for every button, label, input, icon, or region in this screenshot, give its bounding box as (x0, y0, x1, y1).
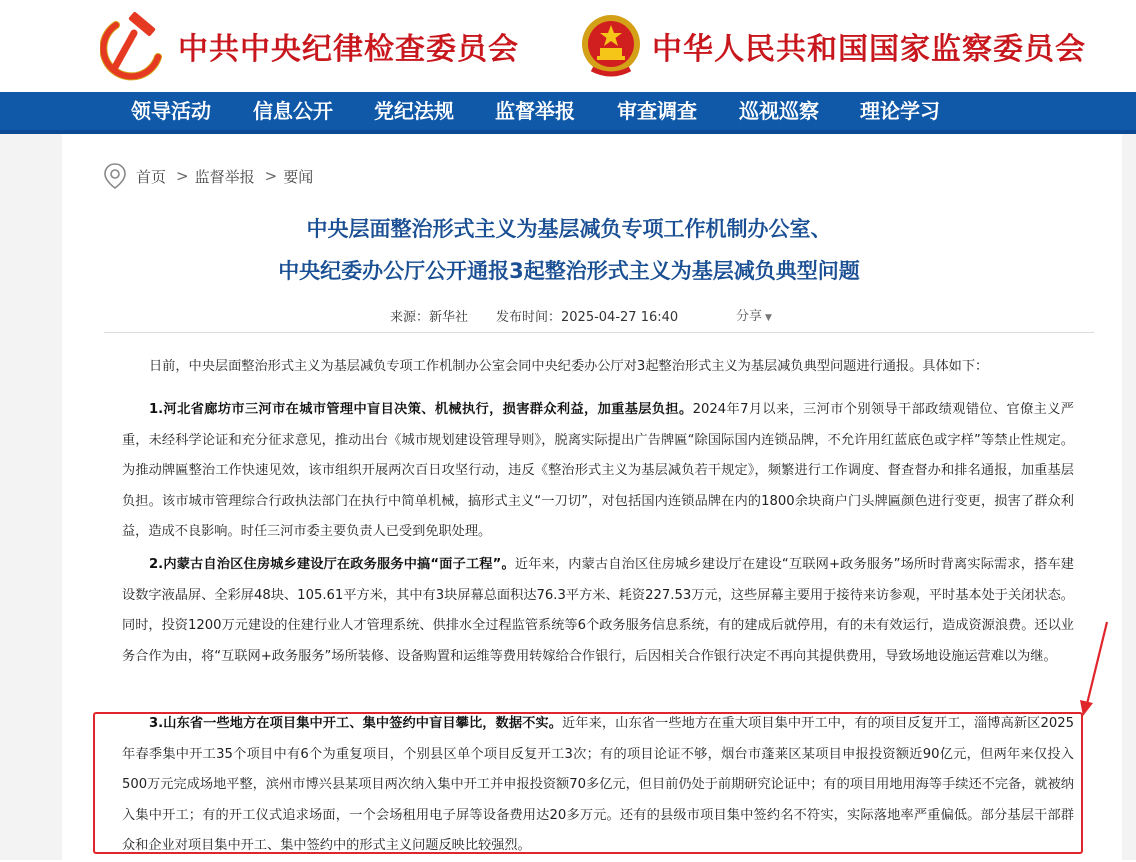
source-value: 新华社 (429, 310, 469, 325)
nav-item-investigation[interactable]: 审查调查 (617, 99, 697, 123)
article-title-line-1: 中央层面整治形式主义为基层减负专项工作机制办公室、 (306, 217, 832, 241)
nav-item-information[interactable]: 信息公开 (253, 99, 333, 123)
divider (104, 332, 1094, 333)
time-value: 2025-04-27 16:40 (561, 310, 679, 325)
article-publish-time (496, 306, 678, 325)
national-emblem-icon (578, 11, 644, 81)
hammer-sickle-icon (100, 11, 170, 81)
breadcrumb (102, 160, 313, 192)
source-label: 来源： (390, 310, 430, 325)
time-label: 发布时间： (496, 310, 562, 325)
share-button[interactable] (736, 305, 772, 324)
nav-item-inspection[interactable]: 巡视巡察 (739, 99, 819, 123)
breadcrumb-news[interactable]: 要闻 (283, 167, 314, 186)
location-pin-icon (102, 162, 128, 190)
article-source (390, 306, 468, 325)
cpc-ccdi-logo[interactable] (100, 0, 519, 92)
item-heading: 3.山东省一些地方在项目集中开工、集中签约中盲目攀比，数据不实。 (149, 716, 562, 731)
nav-item-leadership[interactable]: 领导活动 (131, 99, 211, 123)
article-item-2 (122, 550, 1074, 672)
item-heading: 1.河北省廊坊市三河市在城市管理中盲目决策、机械执行，损害群众利益，加重基层负担。 (149, 402, 693, 417)
nav-item-regulations[interactable]: 党纪法规 (374, 99, 454, 123)
nsc-logo[interactable] (578, 0, 1086, 92)
article-intro: 日前，中央层面整治形式主义为基层减负专项工作机制办公室会同中央纪委办公厅对3起整治形式主义为基层减负典型问题进行通报。具体如下： (149, 359, 989, 374)
breadcrumb-supervision[interactable]: 监督举报 (194, 167, 255, 186)
item-heading: 2.内蒙古自治区住房城乡建设厅在政务服务中搞“面子工程”。 (149, 557, 515, 572)
item-body: 近年来，山东省一些地方在重大项目集中开工中，有的项目反复开工，淄博高新区2025年春季集中开工35个项目中有6个为重复项目，个别县区单个项目反复开工3次；有的项目论证不够，烟台市蓬莱区某项目申报投资额近90亿元，但两年来仅投入500万元完成场地平整，滨州市博兴县某项目两次纳入集中开工并申报投资额70多亿元，但目前仍处于前期研究论证中；有的项目用地用海等手续还不完备，就被纳入集中开工；有的开工仪式追求场面，一个会场租用电子屏等设备费用达20多万元。还有的县级市项目集中签约名不符实，实际落地率严重偏低。部分基层干部群众和企业对项目集中开工、集中签约中的形式主义问题反映比较强烈。 (122, 716, 1075, 853)
org-name-ccdi: 中共中央纪律检查委员会 (178, 32, 519, 67)
item-body: 2024年7月以来，三河市个别领导干部政绩观错位、官僚主义严重，未经科学论证和充分征求意见，推动出台《城市规划建设管理导则》，脱离实际提出广告牌匾“除国际国内连锁品牌，不允许用红蓝底色或字样”等禁止性规定。为推动牌匾整治工作快速见效，该市组织开展两次百日攻坚行动，违反《整治形式主义为基层减负若干规定》，频繁进行工作调度、督查督办和排名通报，加重基层负担。该市城市管理综合行政执法部门在执行中简单机械，搞形式主义“一刀切”，对包括国内连锁品牌在内的1800余块商户门头牌匾颜色进行变更，损害了群众利益，造成不良影响。时任三河市委主要负责人已受到免职处理。 (122, 402, 1074, 539)
highlight-box (93, 712, 1083, 854)
nav-item-theory[interactable]: 理论学习 (860, 99, 940, 123)
article-item-1 (122, 395, 1074, 548)
nav-item-supervision[interactable]: 监督举报 (495, 99, 575, 123)
share-label: 分享 (736, 309, 763, 324)
item-body: 近年来，内蒙古自治区住房城乡建设厅在建设“互联网+政务服务”场所时背离实际需求，搭车建设数字液晶屏、全彩屏48块、105.61平方米，其中有3块屏幕总面积达76.3平方米、耗资227.53万元，这些屏幕主要用于接待来访参观，平时基本处于关闭状态。同时，投资1200万元建设的住建行业人才管理系统、供排水全过程监管系统等6个政务服务信息系统，有的建成后就停用，有的未有效运行，造成资源浪费。还以业务合作为由，将“互联网+政务服务”场所装修、设备购置和运维等费用转嫁给合作银行，后因相关合作银行决定不再向其提供费用，导致场地设施运营难以为继。 (122, 557, 1074, 664)
breadcrumb-separator: > (264, 167, 278, 185)
article-title-line-2: 中央纪委办公厅公开通报3起整治形式主义为基层减负典型问题 (278, 259, 860, 283)
chevron-down-icon: ▼ (765, 313, 772, 323)
org-name-nsc: 中华人民共和国国家监察委员会 (652, 32, 1086, 67)
breadcrumb-home[interactable]: 首页 (136, 167, 167, 186)
site-header (0, 0, 1136, 92)
breadcrumb-separator: > (176, 167, 189, 185)
main-nav (0, 92, 1136, 134)
